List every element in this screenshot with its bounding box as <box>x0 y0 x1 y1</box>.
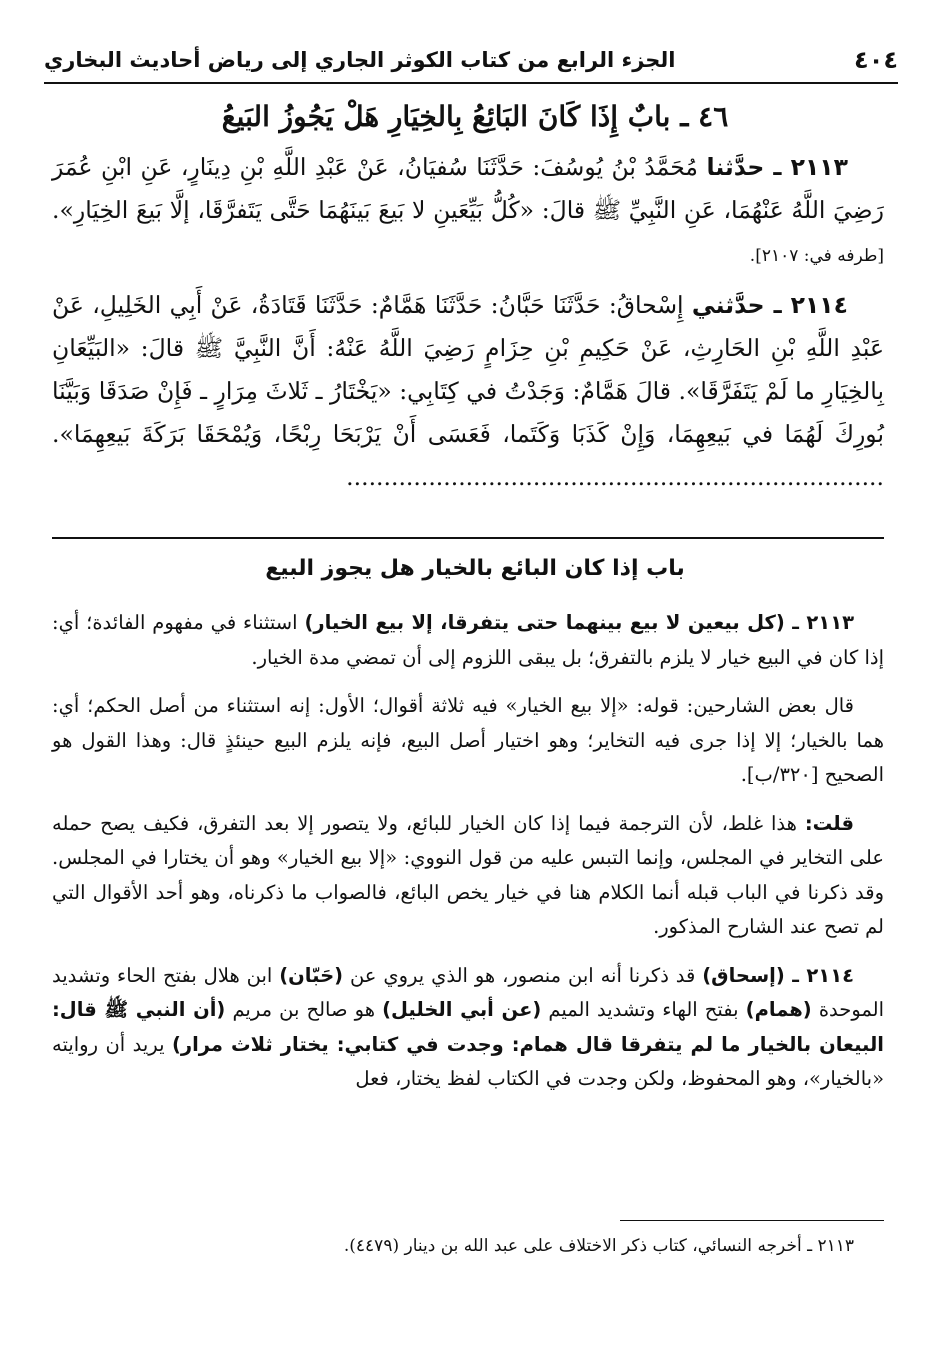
footnote-rule <box>620 1220 884 1221</box>
commentary-title: باب إذا كان البائع بالخيار هل يجوز البيع <box>265 556 685 581</box>
commentary-bold-term: (عن أبي الخليل) <box>382 998 542 1021</box>
commentary-lead: قلت: <box>804 811 855 835</box>
cross-reference: [طرفه في: ٢١٠٧]. <box>749 246 884 266</box>
chapter-title: ٤٦ ـ بابٌ إِذَا كَانَ البَائِعُ بِالخِيَارِ هَلْ يَجُوزُ البَيعُ <box>221 100 729 133</box>
hadith-number: ٢١١٣ ـ حدَّثنا <box>706 153 848 181</box>
commentary-text: استثناء في مفهوم الفائدة؛ أي: إذا كان في البيع خيار لا يلزم بالتفرق؛ بل يبقى اللزوم إلى أن تمضي مدة الخيار. <box>52 611 884 669</box>
commentary-paragraph <box>52 689 884 793</box>
commentary-bold-term: (همام) <box>745 998 812 1021</box>
commentary-lead: ٢١١٤ ـ (إسحاق) <box>702 963 855 987</box>
hadith-number: ٢١١٤ ـ حدَّثني <box>691 291 848 319</box>
commentary-text: هو صالح بن مريم <box>232 998 375 1021</box>
commentary-text: ابن هلال بفتح الحاء وتشديد الموحدة <box>52 963 885 1021</box>
page-header <box>44 38 898 84</box>
dotted-filler: ........................................................................ <box>346 463 884 491</box>
commentary-bold-term: (حَبّان) <box>279 963 344 987</box>
hadith-2113 <box>52 146 884 278</box>
commentary-text: بفتح الهاء وتشديد الميم <box>548 998 739 1021</box>
hadith-body: إِسْحاقُ: حَدَّثَنَا حَبَّانُ: حَدَّثَنَا هَمَّامٌ: حَدَّثَنَا قَتَادَةُ، عَنْ أَبِي الخَلِيلِ، عَنْ عَبْدِ اللَّهِ بْنِ الحَارِثِ، عَنْ حَكِيمِ بْنِ حِزَامٍ رَضِيَ اللَّهُ عَنْهُ: أَنَّ النَّبِيَّ ﷺ قالَ: «البَيِّعَانِ بِالخِيَارِ ما لَمْ يَتَفَرَّقَا». قالَ هَمَّامٌ: وَجَدْتُ في كِتَابِي: «يَخْتَارُ ـ ثَلاثَ مِرَارٍ ـ فَإِنْ صَدَقَا وَبَيَّنَا بُورِكَ لَهُمَا في بَيعِهِمَا، وَإِنْ كَذَبَا وَكَتَما، فَعَسَى أَنْ يَرْبَحَا رِبْحًا، وَيُمْحَقَا بَرَكَةَ بَيعِهِمَا». <box>52 291 884 448</box>
commentary-lead: ٢١١٣ ـ (كل بيعين لا بيع بينهما حتى يتفرقا، إلا بيع الخيار) <box>304 611 855 634</box>
commentary-paragraph <box>52 807 884 945</box>
commentary-paragraph <box>52 959 884 1097</box>
commentary-paragraph <box>52 606 884 675</box>
commentary-text: هذا غلط، لأن الترجمة فيما إذا كان الخيار للبائع، ولا يتصور إلا بعد التفرق، فكيف يصح حمله على التخاير في المجلس، وإنما التبس عليه من قول النووي: «إلا بيع الخيار» وهو أن يختارا في المجلس. وقد ذكرنا في الباب قبله أنما الكلام هنا في خيار يخص البائع، فالصواب ما ذكرناه، وهو أحد الأقوال التي لم تصح عند الشارح المذكور. <box>52 811 884 938</box>
commentary-section <box>52 606 884 1111</box>
hadith-2114 <box>52 284 884 499</box>
commentary-text: قال بعض الشارحين: قوله: «إلا بيع الخيار» فيه ثلاثة أقوال؛ الأول: إنه استثناء من أصل الحكم؛ أي: هما بالخيار؛ إلا إذا جرى فيه التخاير؛ وهو اختيار أصل البيع، فإنه يلزم البيع حينئذٍ قال: وهذا القول هو الصحيح [٣٢٠/ب]. <box>52 694 884 786</box>
section-divider <box>52 537 884 539</box>
hadith-body: مُحَمَّدُ بْنُ يُوسُفَ: حَدَّثَنَا سُفيَانُ، عَنْ عَبْدِ اللَّهِ بْنِ دِينَارٍ، عَنِ ابْنِ عُمَرَ رَضِيَ اللَّهُ عَنْهُمَا، عَنِ النَّبِيِّ ﷺ قالَ: «كُلُّ بَيِّعَينِ لا بَيعَ بَينَهُمَا حَتَّى يَتَفرَّقَا، إلَّا بَيعَ الخِيَارِ». <box>52 153 884 224</box>
commentary-text: قد ذكرنا أنه ابن منصور، هو الذي يروي عن <box>349 963 696 987</box>
page-number: ٤٠٤ <box>854 46 898 74</box>
footnote: ٢١١٣ ـ أخرجه النسائي، كتاب ذكر الاختلاف على عبد الله بن دينار (٤٤٧٩). <box>343 1236 854 1256</box>
commentary-text: يريد أن روايته «بالخيار»، وهو المحفوظ، ولكن وجدت في الكتاب لفظ يختار، فعل <box>52 1032 884 1090</box>
hadith-text-section <box>52 146 884 505</box>
running-title: الجزء الرابع من كتاب الكوثر الجاري إلى رياض أحاديث البخاري <box>44 48 676 72</box>
commentary-bold-term: (أن النبي ﷺ قال: البيعان بالخيار ما لم يتفرقا قال همام: وجدت في كتابي: يختار ثلاث مرار) <box>52 998 884 1056</box>
